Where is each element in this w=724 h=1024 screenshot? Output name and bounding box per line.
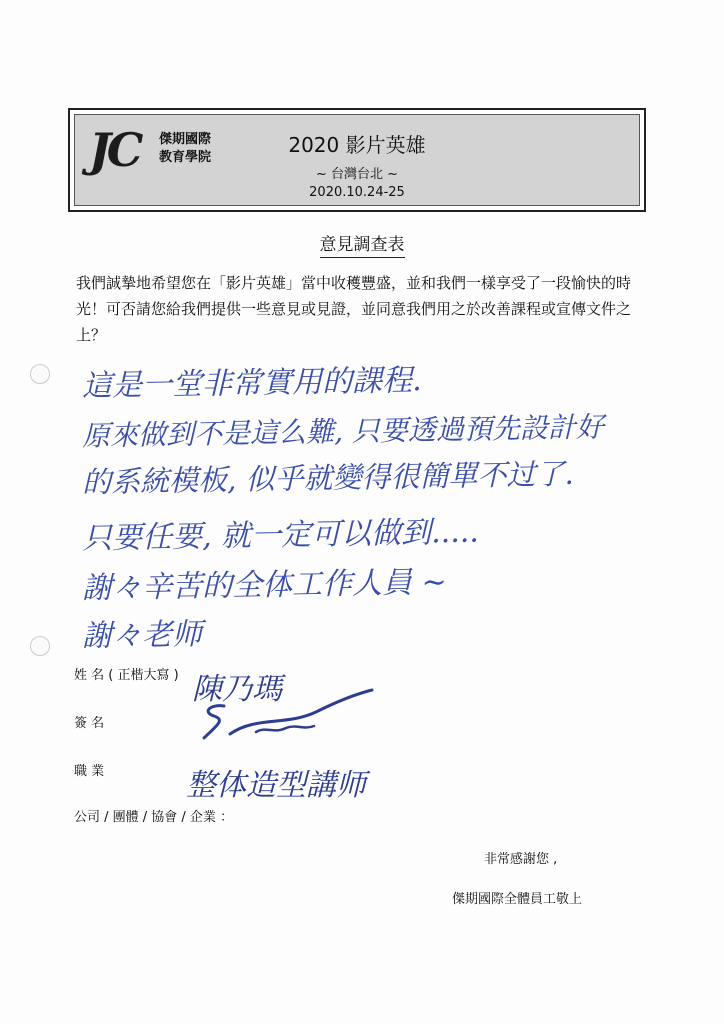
survey-title bbox=[0, 230, 724, 255]
occupation-value: 整体造型講师 bbox=[186, 768, 366, 803]
signature-label: 簽 名 bbox=[74, 716, 105, 731]
logo-line-2: 教育學院 bbox=[159, 150, 212, 165]
logo-line-1: 傑期國際 bbox=[159, 132, 212, 147]
punch-hole-top bbox=[30, 364, 50, 384]
name-label: 姓 名 ( 正楷大寫 ) bbox=[74, 668, 179, 683]
company-label: 公司 / 團體 / 協會 / 企業 ： bbox=[74, 810, 234, 825]
thanks-text: 非常感謝您 , bbox=[484, 852, 558, 867]
header-box bbox=[68, 108, 646, 212]
comment-line-6: 謝々老师 bbox=[81, 616, 203, 655]
comment-line-3: 的系統模板, 似乎就變得很簡單不过了. bbox=[81, 456, 574, 500]
event-date: 2020.10.24-25 bbox=[309, 185, 405, 200]
header-banner bbox=[74, 114, 640, 206]
intro-paragraph: 我們誠摯地希望您在「影片英雄」當中收穫豐盛，並和我們一樣享受了一段愉快的時光！可否請您給我們提供一些意見或見證，並同意我們用之於改善課程或宣傳文件之上？ bbox=[76, 274, 632, 344]
comment-line-5: 謝々辛苦的全体工作人員 ~ bbox=[81, 564, 448, 607]
comment-line-4: 只要任要, 就一定可以做到..... bbox=[81, 514, 480, 557]
comment-line-1: 這是一堂非常實用的課程. bbox=[81, 363, 422, 404]
signoff-text: 傑期國際全體員工敬上 bbox=[452, 892, 583, 907]
event-title: 2020 影片英雄 bbox=[288, 133, 426, 157]
signature-mark bbox=[196, 686, 376, 746]
logo-letters: JC bbox=[89, 123, 140, 177]
name-value: 陳乃瑪 bbox=[192, 672, 282, 707]
comment-line-2: 原來做到不是這么難, 只要透過預先設計好 bbox=[81, 410, 605, 453]
survey-title-text: 意見調查表 bbox=[320, 235, 405, 258]
occupation-label: 職 業 bbox=[74, 764, 105, 779]
punch-hole-bottom bbox=[30, 636, 50, 656]
event-location: ~ 台灣台北 ~ bbox=[315, 167, 399, 182]
